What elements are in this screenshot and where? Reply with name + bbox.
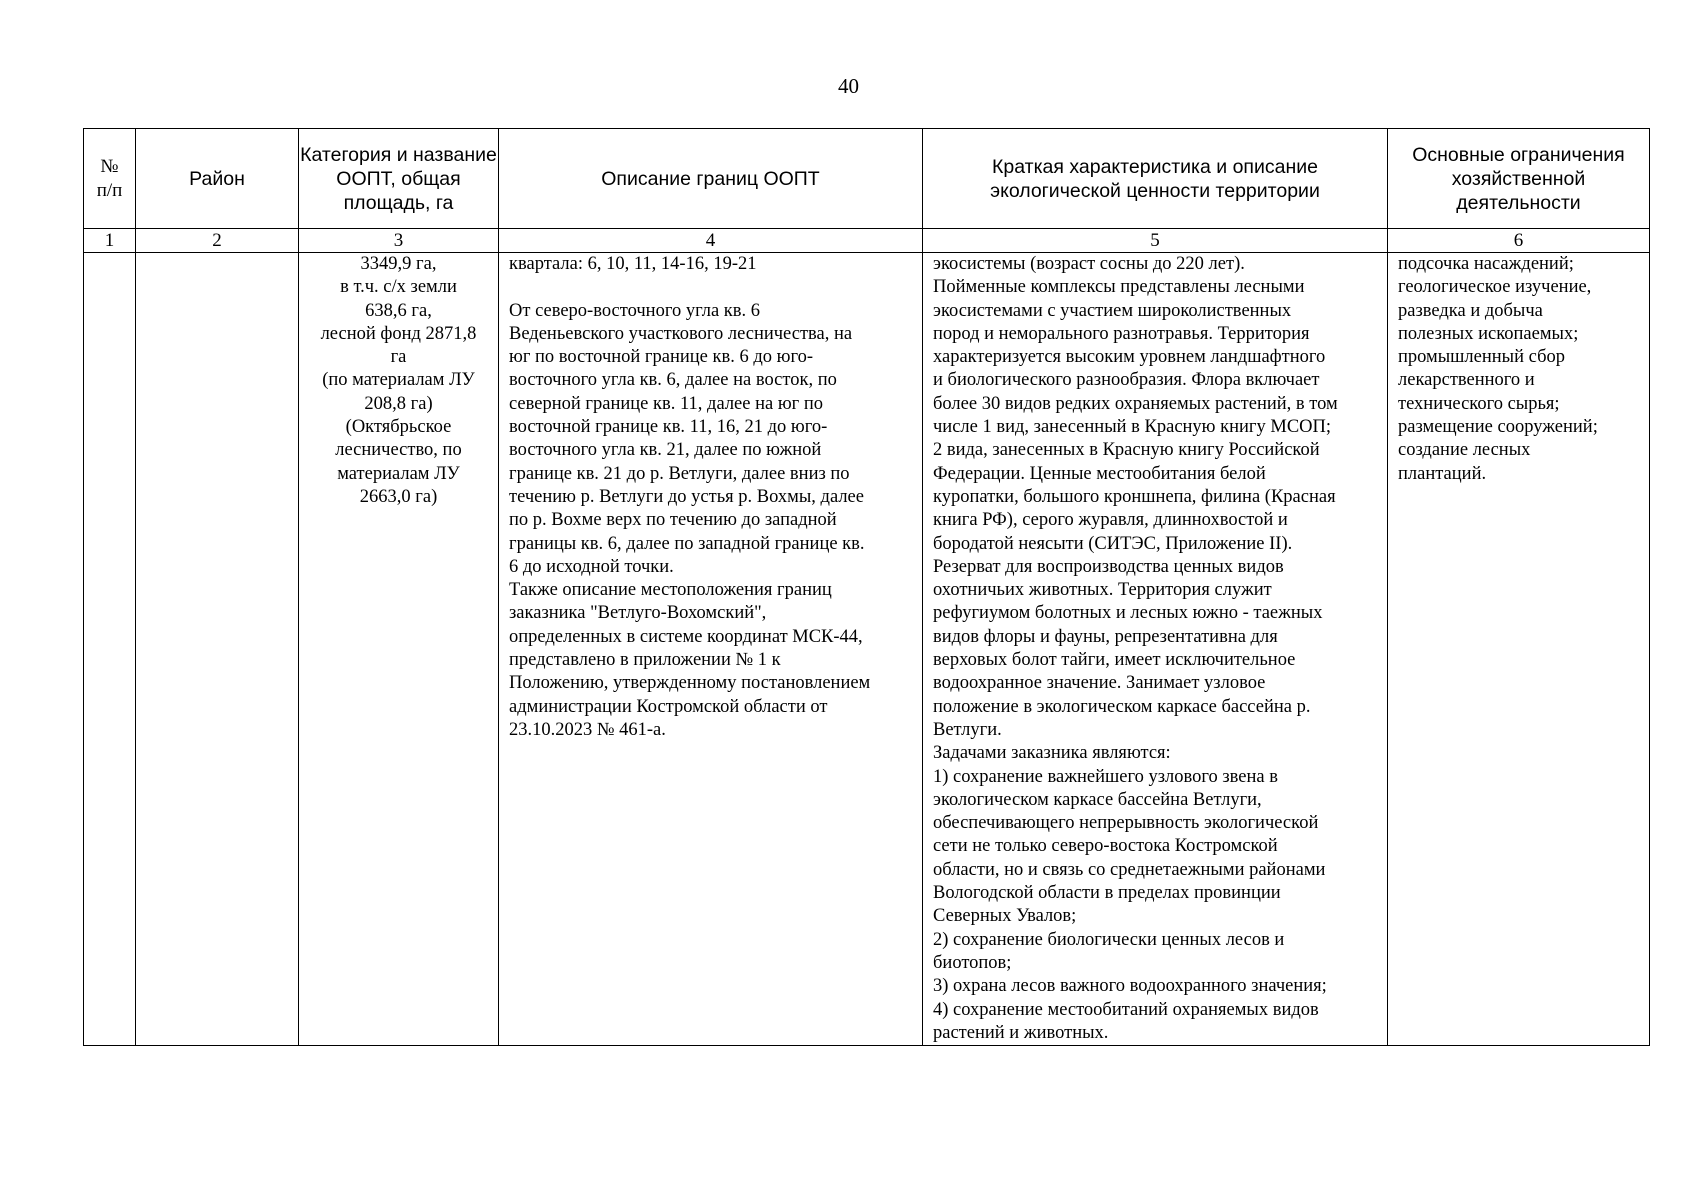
text-line: От северо-восточного угла кв. 6	[509, 300, 761, 321]
text-line: и биологического разнообразия. Флора включает	[933, 370, 1320, 391]
text-line: Также описание местоположения границ	[509, 580, 832, 601]
text-line: геологическое изучение,	[1398, 277, 1592, 298]
header-category-line: Категория и название	[300, 143, 497, 166]
borders-first-line: квартала: 6, 10, 11, 14-16, 19-21	[509, 254, 757, 274]
cell-characteristics	[923, 253, 1388, 1046]
column-number: 5	[923, 229, 1388, 253]
text-line: сети не только северо-востока Костромской	[933, 836, 1278, 857]
text-line: Пойменные комплексы представлены лесными	[933, 277, 1305, 298]
text-line: плантаций.	[1398, 463, 1487, 484]
paragraph-gap	[509, 276, 914, 299]
text-line: рефугиумом болотных и лесных южно - таежных	[933, 603, 1323, 624]
text-line: лекарственного и	[1398, 370, 1535, 391]
text-line: разведка и добыча	[1398, 300, 1543, 321]
text-line: 2 вида, занесенных в Красную книгу Российской	[933, 440, 1320, 461]
text-line: 2) сохранение биологически ценных лесов и	[933, 929, 1285, 950]
header-restrictions-line: Основные ограничения	[1412, 143, 1625, 166]
text-line: пород и неморального разнотравья. Территория	[933, 323, 1310, 344]
header-restrictions-line: деятельности	[1456, 191, 1581, 214]
text-line: Положению, утвержденному постановлением	[509, 673, 871, 694]
column-number: 2	[136, 229, 299, 253]
text-line: биотопов;	[933, 952, 1012, 973]
text-line: более 30 видов редких охраняемых растений, в том	[933, 393, 1338, 414]
text-line: лесничество, по	[335, 440, 462, 461]
text-line: Ветлуги.	[933, 719, 1002, 740]
header-restrictions	[1388, 129, 1650, 229]
text-line: числе 1 вид, занесенный в Красную книгу МСОП;	[933, 417, 1332, 438]
header-number	[84, 129, 136, 229]
cell-borders	[499, 253, 923, 1046]
text-line: создание лесных	[1398, 440, 1531, 461]
text-line: полезных ископаемых;	[1398, 323, 1579, 344]
text-line: материалам ЛУ	[337, 463, 460, 484]
text-line: Резерват для воспроизводства ценных видов	[933, 556, 1284, 577]
text-line: восточного угла кв. 21, далее по южной	[509, 440, 822, 461]
restrictions-lines	[1398, 253, 1641, 486]
page-number: 40	[838, 74, 859, 98]
table-header-row	[84, 129, 1650, 229]
characteristics-lines	[933, 253, 1379, 1045]
text-line: течению р. Ветлуги до устья р. Вохмы, далее	[509, 486, 864, 507]
text-line: 3349,9 га,	[360, 254, 437, 274]
header-district-label: Район	[189, 167, 245, 190]
area-lines	[303, 253, 494, 509]
header-category-line: площадь, га	[343, 191, 454, 214]
text-line: технического сырья;	[1398, 393, 1560, 414]
text-line: промышленный сбор	[1398, 347, 1565, 368]
text-line: заказника "Ветлуго-Вохомский",	[509, 603, 767, 624]
text-line: положение в экологическом каркасе бассейна р.	[933, 696, 1311, 717]
text-line: восточного угла кв. 6, далее на восток, по	[509, 370, 837, 391]
text-line: га	[390, 347, 407, 368]
cell-area	[299, 253, 499, 1046]
text-line: видов флоры и фауны, репрезентативна для	[933, 626, 1278, 647]
text-line: 638,6 га,	[365, 300, 432, 321]
text-line: администрации Костромской области от	[509, 696, 828, 717]
text-line: в т.ч. с/х земли	[340, 277, 457, 298]
text-line: Федерации. Ценные местообитания белой	[933, 463, 1266, 484]
text-line: растений и животных.	[933, 1022, 1109, 1043]
text-line: экосистемы (возраст сосны до 220 лет).	[933, 254, 1245, 274]
text-line: водоохранное значение. Занимает узловое	[933, 673, 1266, 694]
column-number: 6	[1388, 229, 1650, 253]
text-line: Задачами заказника являются:	[933, 743, 1171, 764]
text-line: 208,8 га)	[364, 393, 433, 414]
text-line: восточной границе кв. 11, 16, 21 до юго-	[509, 417, 828, 438]
header-borders	[499, 129, 923, 229]
borders-lines	[509, 300, 914, 743]
text-line: подсочка насаждений;	[1398, 254, 1574, 274]
text-line: границы кв. 6, далее по западной границе кв.	[509, 533, 865, 554]
text-line: (по материалам ЛУ	[322, 370, 475, 391]
text-line: бородатой неясыти (СИТЭС, Приложение II).	[933, 533, 1293, 554]
text-line: определенных в системе координат МСК-44,	[509, 626, 863, 647]
header-restrictions-line: хозяйственной	[1451, 167, 1586, 190]
header-category	[299, 129, 499, 229]
column-number: 1	[84, 229, 136, 253]
text-line: 3) охрана лесов важного водоохранного значения;	[933, 976, 1327, 997]
text-line: экосистемами с участием широколиственных	[933, 300, 1292, 321]
text-line: книга РФ), серого журавля, длиннохвостой и	[933, 510, 1288, 531]
text-line: 4) сохранение местообитаний охраняемых видов	[933, 999, 1319, 1020]
text-line: по р. Вохме верх по течению до западной	[509, 510, 837, 531]
text-line: куропатки, большого кроншнепа, филина (Красная	[933, 486, 1336, 507]
header-category-line: ООПТ, общая	[336, 167, 461, 190]
text-line: обеспечивающего непрерывность экологической	[933, 813, 1319, 834]
text-line: 2663,0 га)	[359, 486, 438, 507]
text-line: границе кв. 21 до р. Ветлуги, далее вниз по	[509, 463, 850, 484]
text-line: Вологодской области в пределах провинции	[933, 883, 1281, 904]
text-line: лесной фонд 2871,8	[320, 323, 477, 344]
text-line: представлено в приложении № 1 к	[509, 650, 781, 671]
text-line: характеризуется высоким уровнем ландшафтного	[933, 347, 1326, 368]
column-number-row	[84, 229, 1650, 253]
text-line: (Октябрьское	[345, 417, 452, 438]
text-line: юг по восточной границе кв. 6 до юго-	[509, 347, 814, 368]
cell-number	[84, 253, 136, 1046]
column-number: 4	[499, 229, 923, 253]
text-line: размещение сооружений;	[1398, 417, 1598, 438]
header-characteristics	[923, 129, 1388, 229]
text-line: северной границе кв. 11, далее на юг по	[509, 393, 824, 414]
cell-restrictions	[1388, 253, 1650, 1046]
header-number-line: п/п	[96, 179, 123, 201]
text-line: Северных Увалов;	[933, 906, 1077, 927]
text-line: верховых болот тайги, имеет исключительное	[933, 650, 1296, 671]
header-characteristics-line: Краткая характеристика и описание	[992, 155, 1318, 178]
header-borders-label: Описание границ ООПТ	[601, 167, 820, 190]
header-district	[136, 129, 299, 229]
protected-areas-table	[83, 128, 1650, 1046]
text-line: экологическом каркасе бассейна Ветлуги,	[933, 789, 1262, 810]
cell-district	[136, 253, 299, 1046]
table-row	[84, 253, 1650, 1046]
text-line: 6 до исходной точки.	[509, 556, 674, 577]
text-line: Веденьевского участкового лесничества, на	[509, 323, 853, 344]
text-line: охотничьих животных. Территория служит	[933, 580, 1272, 601]
header-number-line: №	[100, 155, 119, 177]
column-number: 3	[299, 229, 499, 253]
text-line: области, но и связь со среднетаежными районами	[933, 859, 1326, 880]
text-line: 23.10.2023 № 461-а.	[509, 719, 666, 740]
header-characteristics-line: экологической ценности территории	[990, 179, 1320, 202]
text-line: 1) сохранение важнейшего узлового звена в	[933, 766, 1278, 787]
